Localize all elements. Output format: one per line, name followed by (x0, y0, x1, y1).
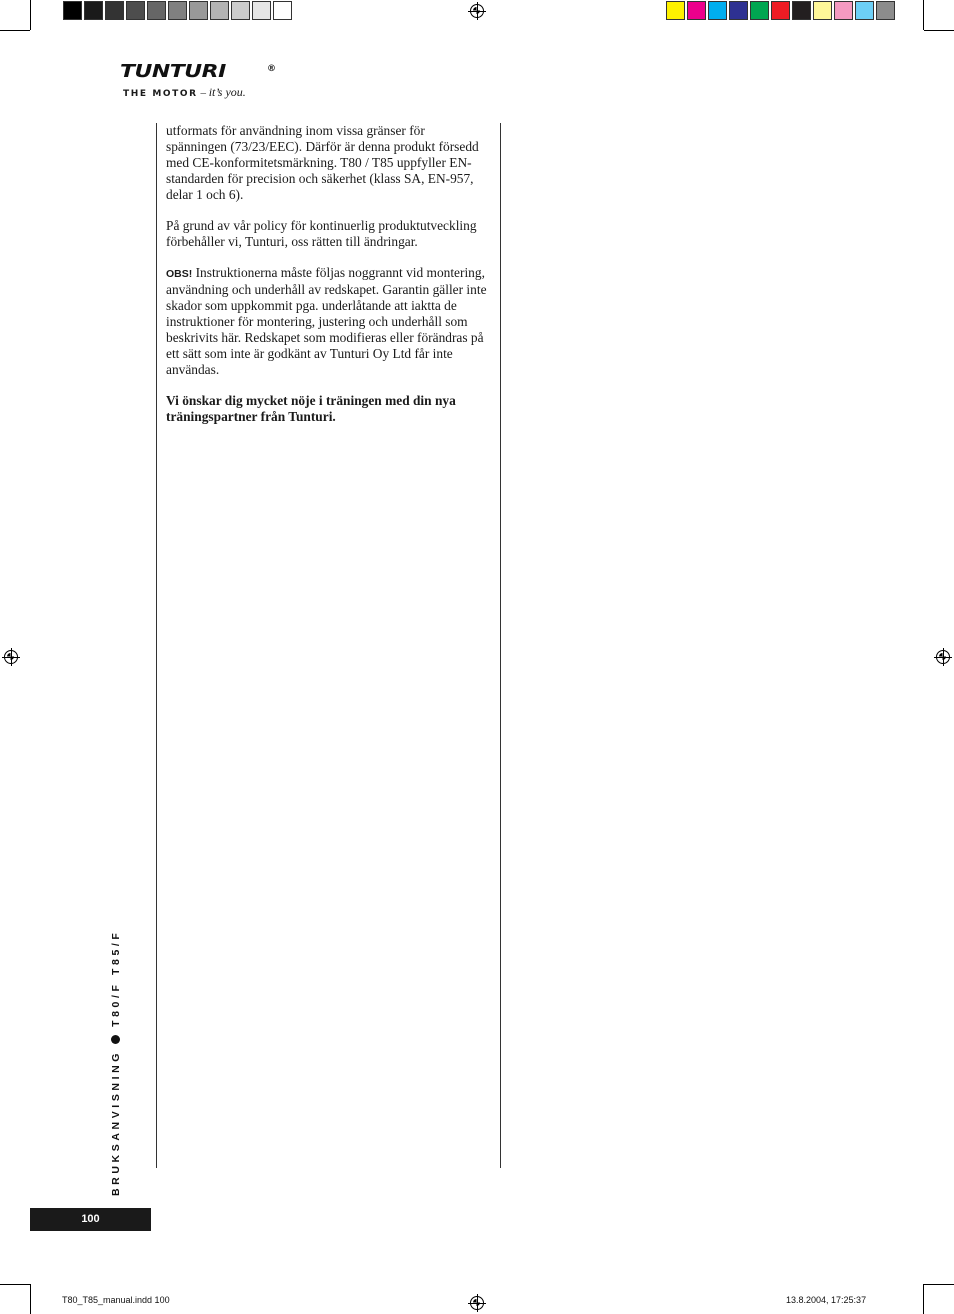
grayscale-color-bar (63, 1, 294, 20)
registration-mark-icon (4, 650, 18, 664)
gray-swatch (126, 1, 145, 20)
left-column-rule (156, 123, 157, 1168)
crop-mark-tl-v (30, 0, 31, 30)
gray-swatch (210, 1, 229, 20)
paragraph-policy: På grund av vår policy för kontinuerlig produktutveckling förbehåller vi, Tunturi, oss rätten till ändringar. (166, 218, 477, 249)
registration-mark-icon (470, 4, 484, 18)
tagline-you: it’s you. (208, 85, 246, 99)
color-swatch (729, 1, 748, 20)
crop-mark-tr-h (924, 30, 954, 31)
color-swatch (813, 1, 832, 20)
obs-text: Instruktionerna måste följas noggrannt vid montering, användning och underhåll av redskapet. Garantin gäller inte skador som uppkommit pga. underlåtande att iaktta de instruktioner för montering, justering och underhåll som beskrivits här. Redskapet som modifieras eller förändras på ett sätt som inte är godkänt av Tunturi Oy Ltd får inte användas. (166, 265, 487, 377)
obs-label: OBS! (166, 268, 193, 280)
registration-mark-icon (936, 650, 950, 664)
side-running-label (110, 930, 122, 1196)
registered-mark: ® (267, 64, 276, 74)
page-number: 100 (30, 1208, 151, 1231)
color-swatch (792, 1, 811, 20)
color-swatch (876, 1, 895, 20)
process-color-bar (666, 1, 897, 20)
gray-swatch (252, 1, 271, 20)
color-swatch (687, 1, 706, 20)
gray-swatch (189, 1, 208, 20)
paragraph-obs (166, 265, 488, 378)
side-label-manual: BRUKSANVISNING (110, 1049, 122, 1196)
crop-mark-tr-v (923, 0, 924, 30)
gray-swatch (63, 1, 82, 20)
color-swatch (750, 1, 769, 20)
right-column-rule (500, 123, 501, 1168)
gray-swatch (84, 1, 103, 20)
tunturi-logo: TUNTURI (120, 62, 226, 82)
footer-file-name: T80_T85_manual.indd 100 (62, 1295, 170, 1305)
footer-timestamp: 13.8.2004, 17:25:37 (786, 1295, 867, 1305)
gray-swatch (147, 1, 166, 20)
tagline-motor: THE MOTOR (123, 89, 198, 99)
color-swatch (708, 1, 727, 20)
color-swatch (771, 1, 790, 20)
crop-mark-br-v (923, 1284, 924, 1314)
body-text-column (166, 123, 488, 440)
side-label-model: T80/F T85/F (110, 929, 122, 1027)
paragraph-closing: Vi önskar dig mycket nöje i träningen med din nya träningspartner från Tunturi. (166, 393, 456, 424)
crop-mark-br-h (924, 1284, 954, 1285)
crop-mark-tl-h (0, 30, 30, 31)
bullet-icon (111, 1035, 120, 1044)
gray-swatch (273, 1, 292, 20)
logo-tagline (123, 85, 246, 100)
crop-mark-bl-v (30, 1284, 31, 1314)
gray-swatch (168, 1, 187, 20)
crop-mark-bl-h (0, 1284, 30, 1285)
color-swatch (666, 1, 685, 20)
gray-swatch (105, 1, 124, 20)
registration-mark-icon (470, 1296, 484, 1310)
paragraph-ce-conformity: utformats för användning inom vissa gränser för spänningen (73/23/EEC). Därför är denna produkt försedd med CE-konformitetsmärkning. T80 / T85 uppfyller EN-standarden för precision och säkerhet (klass SA, EN-957, delar 1 och 6). (166, 123, 479, 202)
tagline-dash: – (200, 87, 206, 99)
color-swatch (855, 1, 874, 20)
color-swatch (834, 1, 853, 20)
gray-swatch (231, 1, 250, 20)
